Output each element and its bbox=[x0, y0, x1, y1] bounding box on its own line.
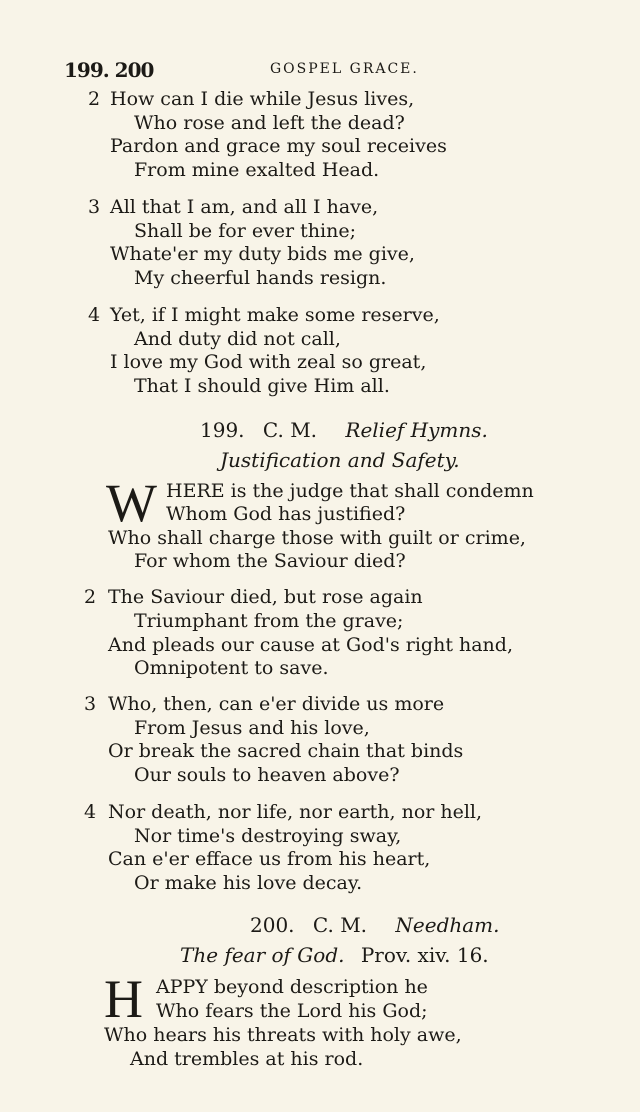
verse-line: From Jesus and his love, bbox=[134, 717, 370, 739]
running-title: GOSPEL GRACE. bbox=[270, 61, 419, 77]
hymn-tune: Relief Hymns. bbox=[345, 418, 488, 442]
verse-line: Who, then, can e'er divide us more bbox=[108, 693, 445, 715]
verse-number: 2 bbox=[88, 88, 101, 110]
verse-line: Who rose and left the dead? bbox=[134, 112, 405, 134]
verse-line: And pleads our cause at God's right hand, bbox=[108, 634, 513, 656]
hymn-tune: Needham. bbox=[395, 913, 500, 937]
verse-line: Whom God has justified? bbox=[166, 503, 406, 525]
verse-line: Pardon and grace my soul receives bbox=[110, 135, 447, 157]
page-numbers: 199. 200 bbox=[64, 58, 154, 82]
verse-line: How can I die while Jesus lives, bbox=[110, 88, 415, 110]
verse-line: All that I am, and all I have, bbox=[110, 196, 379, 218]
hymn-199-subtitle: Justification and Safety. bbox=[220, 448, 460, 472]
verse-number: 3 bbox=[84, 693, 97, 715]
verse-line: Our souls to heaven above? bbox=[134, 764, 400, 786]
verse-line: I love my God with zeal so great, bbox=[110, 351, 427, 373]
verse-line: Can e'er efface us from his heart, bbox=[108, 848, 431, 870]
hymn-number: 199. bbox=[200, 418, 245, 442]
verse-number: 4 bbox=[84, 801, 97, 823]
verse-line: Or make his love decay. bbox=[134, 872, 363, 894]
verse-line: Who shall charge those with guilt or crime, bbox=[108, 527, 526, 549]
verse-line: And trembles at his rod. bbox=[130, 1048, 364, 1070]
verse-line: From mine exalted Head. bbox=[134, 159, 380, 181]
drop-cap: W bbox=[106, 473, 157, 533]
hymn-number: 200. bbox=[250, 913, 295, 937]
verse-line: That I should give Him all. bbox=[134, 375, 390, 397]
drop-cap: H bbox=[104, 969, 143, 1029]
hymn-meter: C. M. bbox=[312, 913, 368, 937]
scripture-reference: Prov. xiv. 16. bbox=[360, 943, 489, 967]
verse-line: HERE is the judge that shall condemn bbox=[166, 480, 534, 502]
hymn-200-subtitle bbox=[180, 943, 489, 967]
hymn-199-heading bbox=[200, 418, 488, 442]
verse-line: Nor death, nor life, nor earth, nor hell, bbox=[108, 801, 483, 823]
verse-line: And duty did not call, bbox=[134, 328, 341, 350]
subtitle-text: The fear of God. bbox=[180, 943, 345, 967]
verse-line: Shall be for ever thine; bbox=[134, 220, 356, 242]
verse-line: Who hears his threats with holy awe, bbox=[104, 1024, 462, 1046]
verse-number: 2 bbox=[84, 586, 97, 608]
hymn-200-heading bbox=[250, 913, 500, 937]
verse-line: Triumphant from the grave; bbox=[134, 610, 404, 632]
verse-line: APPY beyond description he bbox=[156, 976, 428, 998]
verse-line: Omnipotent to save. bbox=[134, 657, 329, 679]
verse-line: Who fears the Lord his God; bbox=[156, 1000, 428, 1022]
hymn-meter: C. M. bbox=[262, 418, 318, 442]
verse-line: Yet, if I might make some reserve, bbox=[110, 304, 440, 326]
verse-line: Or break the sacred chain that binds bbox=[108, 740, 464, 762]
verse-line: My cheerful hands resign. bbox=[134, 267, 387, 289]
verse-line: Whate'er my duty bids me give, bbox=[110, 243, 415, 265]
verse-line: Nor time's destroying sway, bbox=[134, 825, 402, 847]
verse-line: For whom the Saviour died? bbox=[134, 550, 406, 572]
page-header bbox=[64, 58, 564, 84]
verse-number: 3 bbox=[88, 196, 101, 218]
verse-number: 4 bbox=[88, 304, 101, 326]
verse-line: The Saviour died, but rose again bbox=[108, 586, 423, 608]
